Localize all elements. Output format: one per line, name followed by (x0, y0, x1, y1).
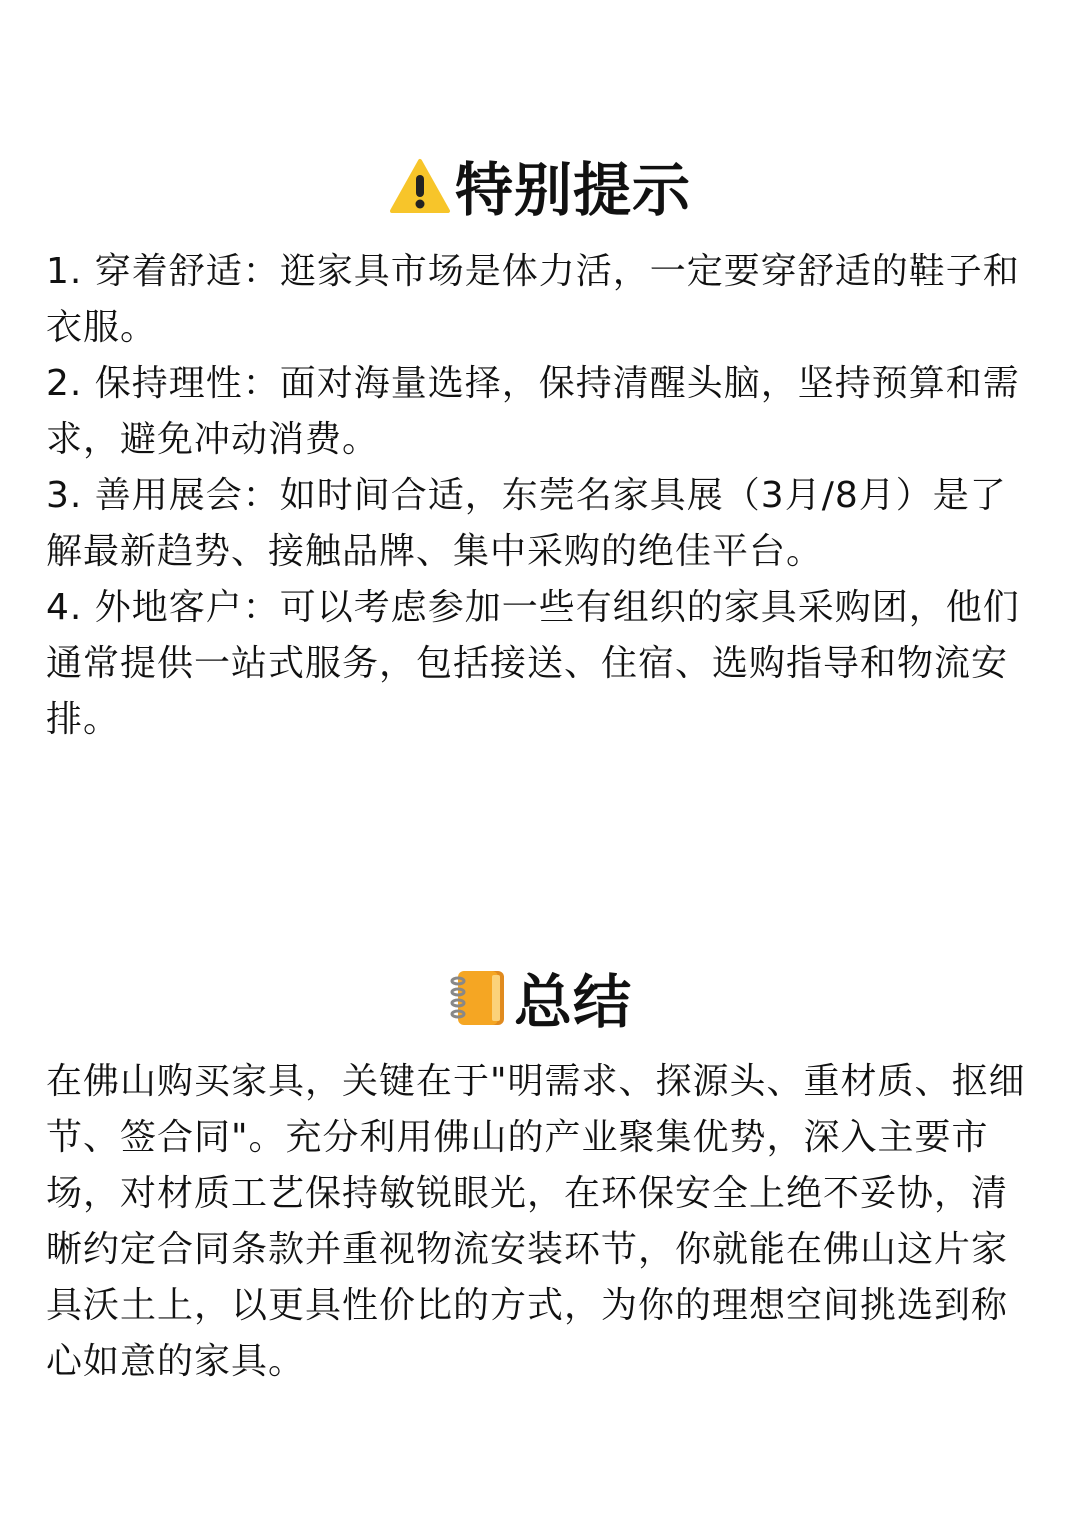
tip-item-1: 1. 穿着舒适：逛家具市场是体力活，一定要穿舒适的鞋子和衣服。 (46, 251, 1020, 348)
tip-item-2: 2. 保持理性：面对海量选择，保持清醒头脑，坚持预算和需求，避免冲动消费。 (46, 363, 1020, 460)
tip-item-3: 3. 善用展会：如时间合适，东莞名家具展（3月/8月）是了解最新趋势、接触品牌、集中采购的绝佳平台。 (46, 475, 1007, 572)
summary-paragraph: 在佛山购买家具，关键在于"明需求、探源头、重材质、抠细节、签合同"。充分利用佛山的产业聚集优势，深入主要市场，对材质工艺保持敏锐眼光，在环保安全上绝不妥协，清晰约定合同条款并重视物流安装环节，你就能在佛山这片家具沃土上，以更具性价比的方式，为你的理想空间挑选到称心如意的家具。 (46, 1061, 1026, 1382)
warning-icon (389, 157, 451, 224)
notebook-icon (448, 967, 510, 1038)
tip-item-4: 4. 外地客户：可以考虑参加一些有组织的家具采购团，他们通常提供一站式服务，包括接送、住宿、选购指导和物流安排。 (46, 587, 1020, 740)
summary-heading (0, 967, 1080, 1038)
tips-title: 特别提示 (454, 156, 691, 225)
tips-list (46, 244, 1036, 748)
tips-heading (0, 157, 1080, 224)
summary-title: 总结 (513, 968, 632, 1037)
